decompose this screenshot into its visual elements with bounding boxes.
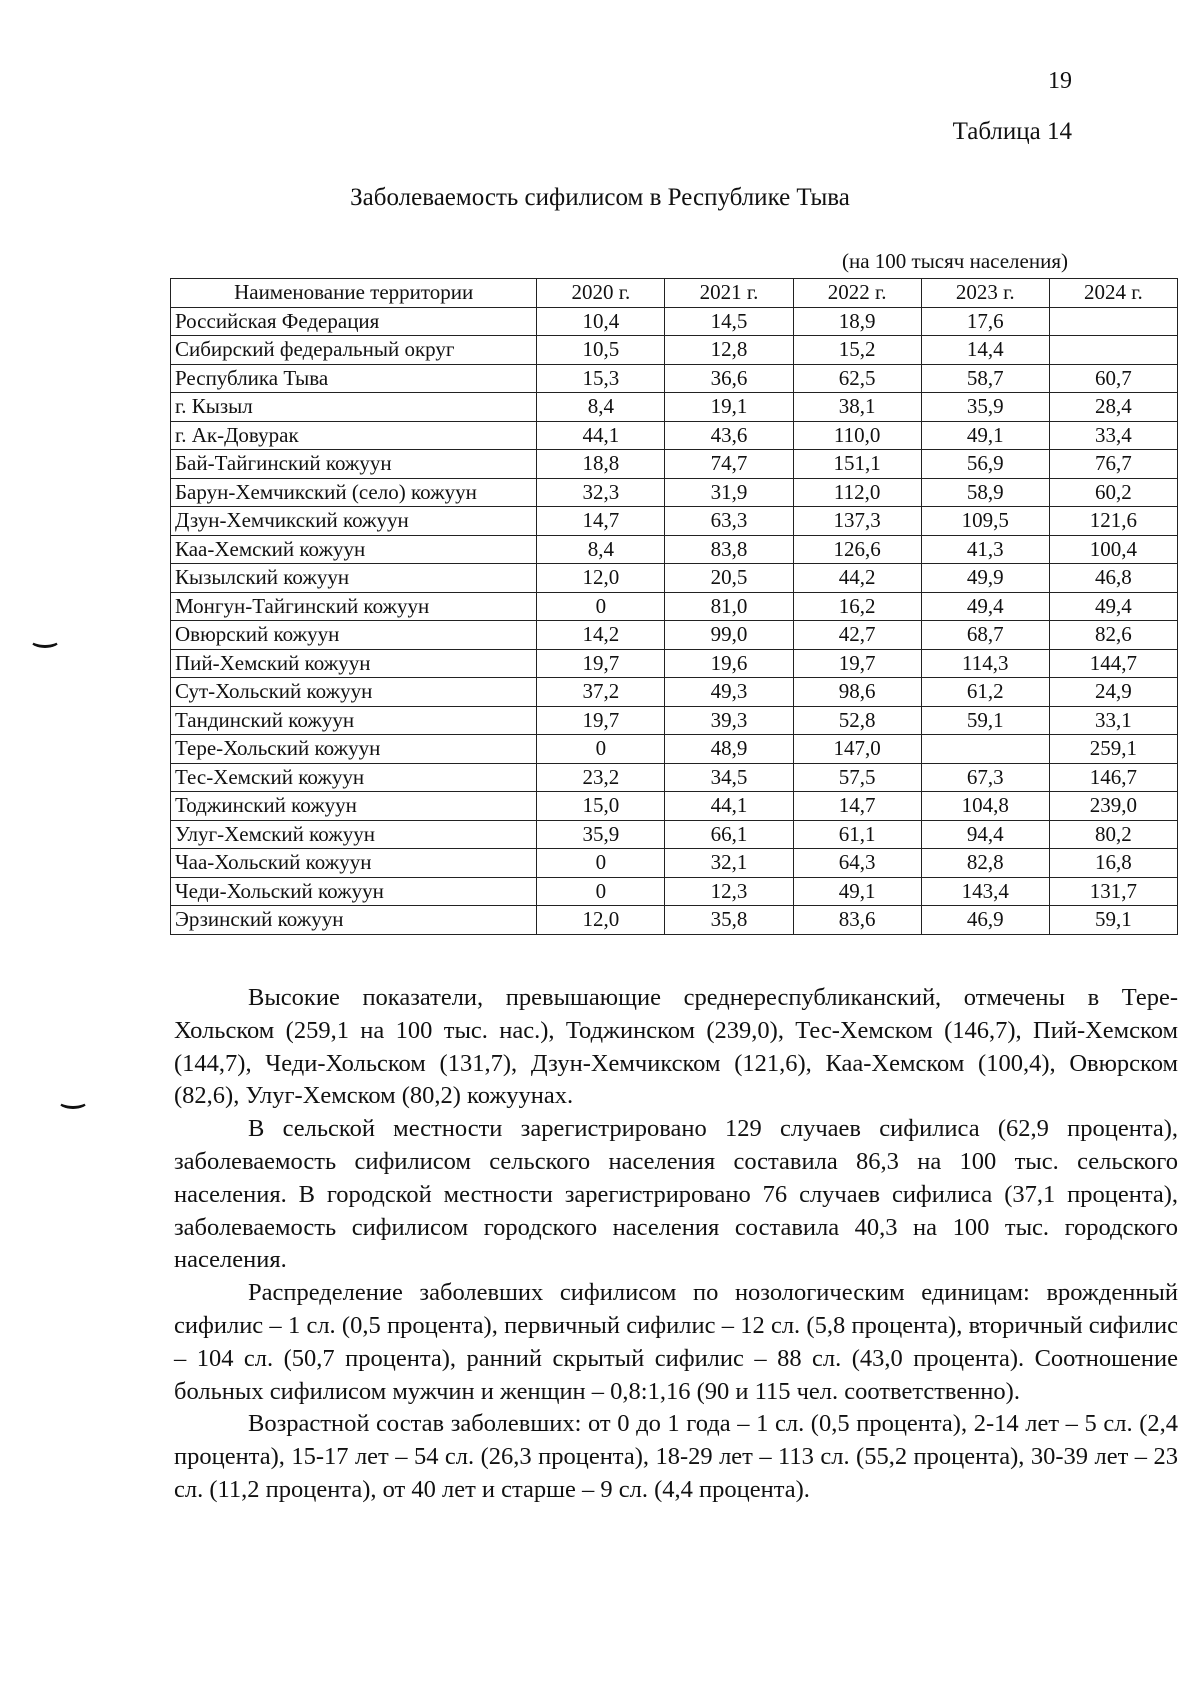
table-row — [171, 763, 1178, 792]
territory-name-cell: Чаа-Хольский кожуун — [171, 849, 537, 878]
table-row — [171, 564, 1178, 593]
territory-name-cell: г. Ак-Довурак — [171, 421, 537, 450]
value-cell: 60,2 — [1049, 478, 1177, 507]
value-cell: 35,9 — [921, 393, 1049, 422]
territory-name-cell: Сут-Хольский кожуун — [171, 678, 537, 707]
value-cell: 59,1 — [921, 706, 1049, 735]
table-row — [171, 877, 1178, 906]
value-cell: 49,1 — [921, 421, 1049, 450]
column-header: 2023 г. — [921, 279, 1049, 308]
value-cell: 52,8 — [793, 706, 921, 735]
margin-mark — [58, 1094, 88, 1109]
value-cell: 14,5 — [665, 307, 793, 336]
value-cell: 41,3 — [921, 535, 1049, 564]
territory-name-cell: Овюрский кожуун — [171, 621, 537, 650]
value-cell: 19,1 — [665, 393, 793, 422]
value-cell: 36,6 — [665, 364, 793, 393]
value-cell: 44,1 — [537, 421, 665, 450]
table-label: Таблица 14 — [952, 118, 1072, 145]
value-cell: 131,7 — [1049, 877, 1177, 906]
value-cell — [1049, 336, 1177, 365]
value-cell: 19,7 — [793, 649, 921, 678]
value-cell: 144,7 — [1049, 649, 1177, 678]
territory-name-cell: Чеди-Хольский кожуун — [171, 877, 537, 906]
value-cell: 19,6 — [665, 649, 793, 678]
value-cell: 16,8 — [1049, 849, 1177, 878]
value-cell: 81,0 — [665, 592, 793, 621]
value-cell: 10,5 — [537, 336, 665, 365]
value-cell: 67,3 — [921, 763, 1049, 792]
territory-name-cell: Дзун-Хемчикский кожуун — [171, 507, 537, 536]
margin-mark — [30, 633, 60, 648]
table-row — [171, 364, 1178, 393]
value-cell: 83,8 — [665, 535, 793, 564]
value-cell: 14,7 — [793, 792, 921, 821]
value-cell: 14,7 — [537, 507, 665, 536]
value-cell: 126,6 — [793, 535, 921, 564]
value-cell: 12,3 — [665, 877, 793, 906]
value-cell: 58,7 — [921, 364, 1049, 393]
value-cell: 8,4 — [537, 393, 665, 422]
value-cell: 43,6 — [665, 421, 793, 450]
value-cell: 15,2 — [793, 336, 921, 365]
value-cell: 48,9 — [665, 735, 793, 764]
value-cell: 121,6 — [1049, 507, 1177, 536]
table-title: Заболеваемость сифилисом в Республике Тыва — [350, 184, 850, 211]
value-cell: 49,1 — [793, 877, 921, 906]
paragraph: В сельской местности зарегистрировано 129 случаев сифилиса (62,9 процента), заболеваемость сифилисом сельского населения составила 86,3 на 100 тыс. сельского населения. В городской местности зарегистрировано 76 случаев сифилиса (37,1 процента), заболеваемость сифилисом городского населения составила 40,3 на 100 тыс. городского населения. — [174, 1115, 1178, 1274]
value-cell — [1049, 307, 1177, 336]
value-cell: 24,9 — [1049, 678, 1177, 707]
value-cell: 63,3 — [665, 507, 793, 536]
value-cell: 100,4 — [1049, 535, 1177, 564]
value-cell: 12,8 — [665, 336, 793, 365]
territory-name-cell: г. Кызыл — [171, 393, 537, 422]
value-cell: 74,7 — [665, 450, 793, 479]
table-row — [171, 336, 1178, 365]
value-cell: 147,0 — [793, 735, 921, 764]
value-cell: 110,0 — [793, 421, 921, 450]
value-cell: 39,3 — [665, 706, 793, 735]
value-cell: 8,4 — [537, 535, 665, 564]
value-cell: 62,5 — [793, 364, 921, 393]
value-cell: 17,6 — [921, 307, 1049, 336]
column-header: Наименование территории — [171, 279, 537, 308]
value-cell: 38,1 — [793, 393, 921, 422]
value-cell: 82,6 — [1049, 621, 1177, 650]
table-row — [171, 393, 1178, 422]
value-cell: 64,3 — [793, 849, 921, 878]
value-cell: 80,2 — [1049, 820, 1177, 849]
value-cell: 0 — [537, 735, 665, 764]
value-cell: 99,0 — [665, 621, 793, 650]
value-cell: 114,3 — [921, 649, 1049, 678]
value-cell: 56,9 — [921, 450, 1049, 479]
table-row — [171, 706, 1178, 735]
page-number: 19 — [1048, 68, 1072, 94]
value-cell: 137,3 — [793, 507, 921, 536]
table-row — [171, 849, 1178, 878]
column-header: 2021 г. — [665, 279, 793, 308]
value-cell: 61,2 — [921, 678, 1049, 707]
table-row — [171, 450, 1178, 479]
value-cell: 49,9 — [921, 564, 1049, 593]
territory-name-cell: Кызылский кожуун — [171, 564, 537, 593]
paragraph: Распределение заболевших сифилисом по нозологическим единицам: врожденный сифилис – 1 сл. (0,5 процента), первичный сифилис – 12 сл. (5,8 процента), вторичный сифилис – 104 сл. (50,7 процента), ранний скрытый сифилис – 88 сл. (43,0 процента). Соотношение больных сифилисом мужчин и женщин – 0,8:1,16 (90 и 115 чел. соответственно). — [174, 1279, 1178, 1405]
value-cell: 0 — [537, 592, 665, 621]
value-cell: 143,4 — [921, 877, 1049, 906]
territory-name-cell: Российская Федерация — [171, 307, 537, 336]
value-cell: 49,4 — [921, 592, 1049, 621]
value-cell: 46,8 — [1049, 564, 1177, 593]
value-cell: 57,5 — [793, 763, 921, 792]
territory-name-cell: Монгун-Тайгинский кожуун — [171, 592, 537, 621]
value-cell: 28,4 — [1049, 393, 1177, 422]
value-cell: 76,7 — [1049, 450, 1177, 479]
value-cell: 32,3 — [537, 478, 665, 507]
table-row — [171, 649, 1178, 678]
value-cell: 15,0 — [537, 792, 665, 821]
value-cell: 0 — [537, 877, 665, 906]
table-row — [171, 421, 1178, 450]
value-cell: 0 — [537, 849, 665, 878]
value-cell: 23,2 — [537, 763, 665, 792]
value-cell: 15,3 — [537, 364, 665, 393]
value-cell: 109,5 — [921, 507, 1049, 536]
value-cell: 66,1 — [665, 820, 793, 849]
value-cell: 68,7 — [921, 621, 1049, 650]
paragraph: Высокие показатели, превышающие среднереспубликанский, отмечены в Тере-Хольском (259,1 на 100 тыс. нас.), Тоджинском (239,0), Тес-Хемском (146,7), Пий-Хемском (144,7), Чеди-Хольском (131,7), Дзун-Хемчикском (121,6), Каа-Хемском (100,4), Овюрском (82,6), Улуг-Хемском (80,2) кожуунах. — [174, 984, 1178, 1110]
value-cell: 49,4 — [1049, 592, 1177, 621]
value-cell: 20,5 — [665, 564, 793, 593]
territory-name-cell: Эрзинский кожуун — [171, 906, 537, 935]
value-cell — [921, 735, 1049, 764]
value-cell: 37,2 — [537, 678, 665, 707]
value-cell: 35,9 — [537, 820, 665, 849]
table-row — [171, 478, 1178, 507]
value-cell: 146,7 — [1049, 763, 1177, 792]
value-cell: 60,7 — [1049, 364, 1177, 393]
value-cell: 19,7 — [537, 649, 665, 678]
value-cell: 16,2 — [793, 592, 921, 621]
body-text — [174, 982, 1178, 1507]
territory-name-cell: Республика Тыва — [171, 364, 537, 393]
column-header: 2020 г. — [537, 279, 665, 308]
value-cell: 10,4 — [537, 307, 665, 336]
value-cell: 12,0 — [537, 564, 665, 593]
value-cell: 82,8 — [921, 849, 1049, 878]
table-row — [171, 507, 1178, 536]
table-row — [171, 535, 1178, 564]
territory-name-cell: Каа-Хемский кожуун — [171, 535, 537, 564]
value-cell: 58,9 — [921, 478, 1049, 507]
territory-name-cell: Сибирский федеральный округ — [171, 336, 537, 365]
value-cell: 151,1 — [793, 450, 921, 479]
value-cell: 35,8 — [665, 906, 793, 935]
table-header-row — [171, 279, 1178, 308]
territory-name-cell: Тере-Хольский кожуун — [171, 735, 537, 764]
value-cell: 259,1 — [1049, 735, 1177, 764]
value-cell: 14,4 — [921, 336, 1049, 365]
value-cell: 61,1 — [793, 820, 921, 849]
value-cell: 12,0 — [537, 906, 665, 935]
territory-name-cell: Пий-Хемский кожуун — [171, 649, 537, 678]
table-row — [171, 307, 1178, 336]
value-cell: 104,8 — [921, 792, 1049, 821]
value-cell: 42,7 — [793, 621, 921, 650]
territory-name-cell: Улуг-Хемский кожуун — [171, 820, 537, 849]
territory-name-cell: Тандинский кожуун — [171, 706, 537, 735]
table-row — [171, 592, 1178, 621]
value-cell: 31,9 — [665, 478, 793, 507]
value-cell: 112,0 — [793, 478, 921, 507]
table-row — [171, 678, 1178, 707]
territory-name-cell: Тес-Хемский кожуун — [171, 763, 537, 792]
value-cell: 18,8 — [537, 450, 665, 479]
value-cell: 44,2 — [793, 564, 921, 593]
value-cell: 83,6 — [793, 906, 921, 935]
value-cell: 33,1 — [1049, 706, 1177, 735]
value-cell: 98,6 — [793, 678, 921, 707]
value-cell: 59,1 — [1049, 906, 1177, 935]
territory-name-cell: Бай-Тайгинский кожуун — [171, 450, 537, 479]
value-cell: 239,0 — [1049, 792, 1177, 821]
table-row — [171, 792, 1178, 821]
value-cell: 49,3 — [665, 678, 793, 707]
table-row — [171, 735, 1178, 764]
column-header: 2024 г. — [1049, 279, 1177, 308]
value-cell: 18,9 — [793, 307, 921, 336]
value-cell: 34,5 — [665, 763, 793, 792]
table-row — [171, 820, 1178, 849]
value-cell: 32,1 — [665, 849, 793, 878]
paragraph: Возрастной состав заболевших: от 0 до 1 года – 1 сл. (0,5 процента), 2-14 лет – 5 сл. (2,4 процента), 15-17 лет – 54 сл. (26,3 процента), 18-29 лет – 113 сл. (55,2 процента), 30-39 лет – 23 сл. (11,2 процента), от 40 лет и старше – 9 сл. (4,4 процента). — [174, 1410, 1178, 1503]
table-units: (на 100 тысяч населения) — [841, 249, 1068, 273]
value-cell: 94,4 — [921, 820, 1049, 849]
territory-name-cell: Тоджинский кожуун — [171, 792, 537, 821]
value-cell: 14,2 — [537, 621, 665, 650]
column-header: 2022 г. — [793, 279, 921, 308]
incidence-table — [170, 278, 1178, 935]
value-cell: 46,9 — [921, 906, 1049, 935]
value-cell: 19,7 — [537, 706, 665, 735]
value-cell: 44,1 — [665, 792, 793, 821]
table-row — [171, 621, 1178, 650]
value-cell: 33,4 — [1049, 421, 1177, 450]
territory-name-cell: Барун-Хемчикский (село) кожуун — [171, 478, 537, 507]
table-row — [171, 906, 1178, 935]
